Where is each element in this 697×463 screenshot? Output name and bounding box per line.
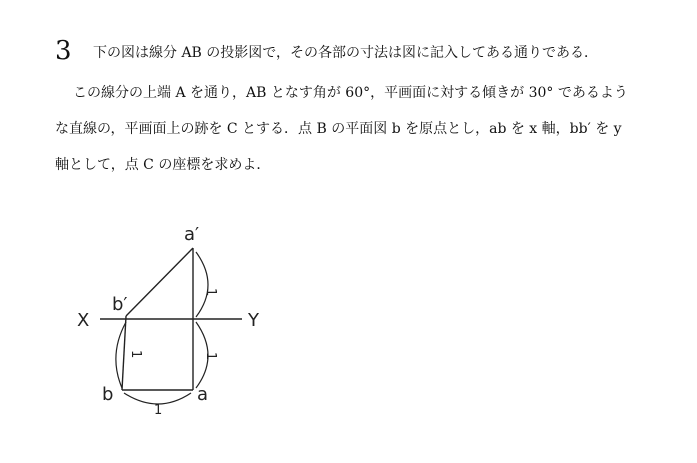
problem-number: 3	[55, 36, 72, 66]
label-x: X	[77, 310, 90, 331]
elevation-line-a-prime-b-prime	[126, 248, 193, 316]
problem-text-line-2: この線分の上端 A を通り，AB となす角が 60°，平画面に対する傾きが 30° であるよう	[73, 85, 628, 101]
dim-arc-a-prime	[196, 252, 208, 317]
projection-drawing	[60, 200, 300, 430]
problem-text-line-1: 下の図は線分 AB の投影図で，その各部の寸法は図に記入してある通りである．	[93, 45, 599, 61]
label-a: a	[197, 384, 209, 405]
dim-value-a: 1	[203, 352, 218, 361]
label-a-prime: a′	[184, 224, 200, 245]
label-b-prime: b′	[112, 294, 128, 315]
dim-value-ba: 1	[154, 403, 163, 418]
label-y: Y	[248, 310, 259, 331]
dim-value-a-prime: 1	[203, 288, 218, 297]
problem-text-line-3: な直線の，平画面上の跡を C とする．点 B の平面図 b を原点とし，ab を x 軸，bb′ を y	[55, 121, 622, 137]
label-b: b	[102, 384, 114, 405]
problem-text-line-4: 軸として，点 C の座標を求めよ．	[55, 157, 271, 173]
dim-value-b: 1	[128, 350, 143, 359]
projection-figure	[60, 200, 300, 430]
